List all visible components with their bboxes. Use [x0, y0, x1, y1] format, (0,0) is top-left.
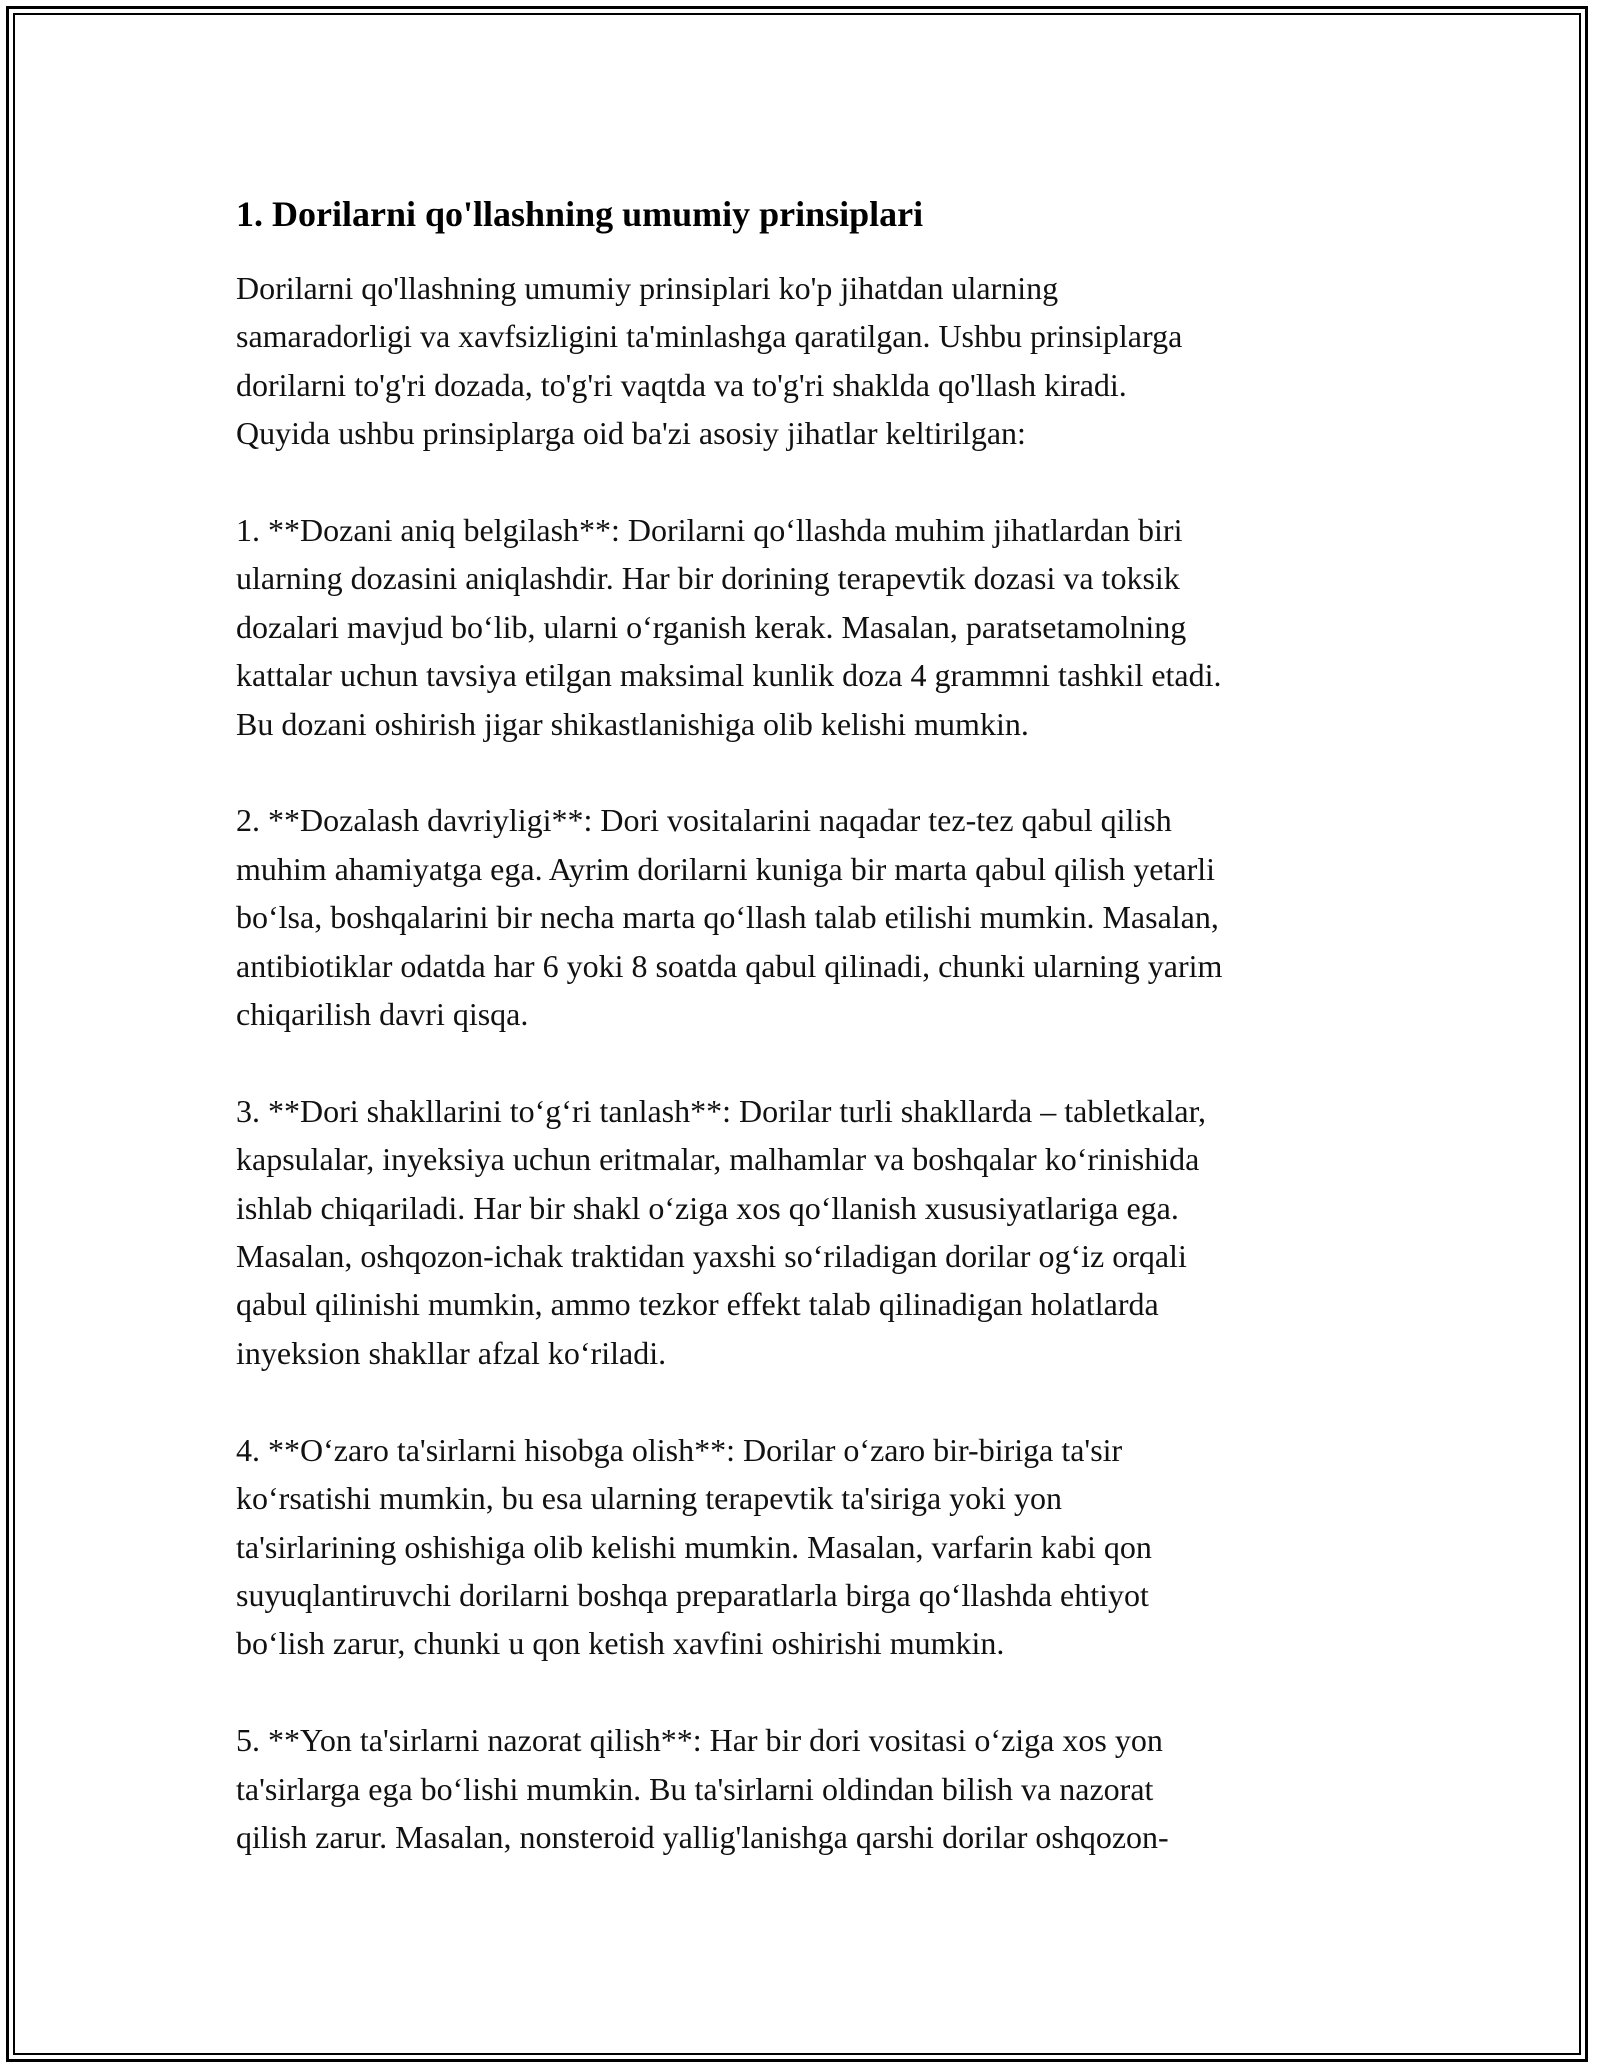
principle-paragraph-2: 2. **Dozalash davriyligi**: Dori vositalarini naqadar tez-tez qabul qilish muhim ahamiyatga ega. Ayrim dorilarni kuniga bir marta qabul qilish yetarli bo‘lsa, boshqalarini bir necha marta qo‘llash talab etilishi mumkin. Masalan, antibiotiklar odatda har 6 yoki 8 soatda qabul qilinadi, chunki ularning yarim chiqarilish davri qisqa. — [236, 802, 1223, 1033]
document-body — [236, 186, 1386, 1861]
principle-paragraph-1: 1. **Dozani aniq belgilash**: Dorilarni qo‘llashda muhim jihatlardan biri ularning dozasini aniqlashdir. Har bir dorining terapevtik dozasi va toksik dozalari mavjud bo‘lib, ularni o‘rganish kerak. Masalan, paratsetamolning kattalar uchun tavsiya etilgan maksimal kunlik doza 4 grammni tashkil etadi. Bu dozani oshirish jigar shikastlanishiga olib kelishi mumkin. — [236, 512, 1222, 742]
section-title: 1. Dorilarni qo'llashning umumiy prinsiplari — [236, 194, 924, 234]
principle-paragraph-4: 4. **O‘zaro ta'sirlarni hisobga olish**: Dorilar o‘zaro bir-biriga ta'sir ko‘rsatishi mumkin, bu esa ularning terapevtik ta'siriga yoki yon ta'sirlarining oshishiga olib kelishi mumkin. Masalan, varfarin kabi qon suyuqlantiruvchi dorilarni boshqa preparatlarla birga qo‘llashda ehtiyot bo‘lish zarur, chunki u qon ketish xavfini oshirishi mumkin. — [236, 1431, 1152, 1662]
principle-paragraph-3: 3. **Dori shakllarini to‘g‘ri tanlash**: Dorilar turli shakllarda – tabletkalar, kapsulalar, inyeksiya uchun eritmalar, malhamlar va boshqalar ko‘rinishida ishlab chiqariladi. Har bir shakl o‘ziga xos qo‘llanish xususiyatlariga ega. Masalan, oshqozon-ichak traktidan yaxshi so‘riladigan dorilar og‘iz orqali qabul qilinishi mumkin, ammo tezkor effekt talab qilinadigan holatlarda inyeksion shakllar afzal ko‘riladi. — [236, 1092, 1206, 1371]
intro-paragraph: Dorilarni qo'llashning umumiy prinsiplari ko'p jihatdan ularning samaradorligi va xavfsizligini ta'minlashga qaratilgan. Ushbu prinsiplarga dorilarni to'g'ri dozada, to'g'ri vaqtda va to'g'ri shaklda qo'llash kiradi. Quyida ushbu prinsiplarga oid ba'zi asosiy jihatlar keltirilgan: — [236, 270, 1183, 452]
principle-paragraph-5: 5. **Yon ta'sirlarni nazorat qilish**: Har bir dori vositasi o‘ziga xos yon ta'sirlarga ega bo‘lishi mumkin. Bu ta'sirlarni oldindan bilish va nazorat qilish zarur. Masalan, nonsteroid yallig'lanishga qarshi dorilar oshqozon- — [236, 1722, 1169, 1855]
